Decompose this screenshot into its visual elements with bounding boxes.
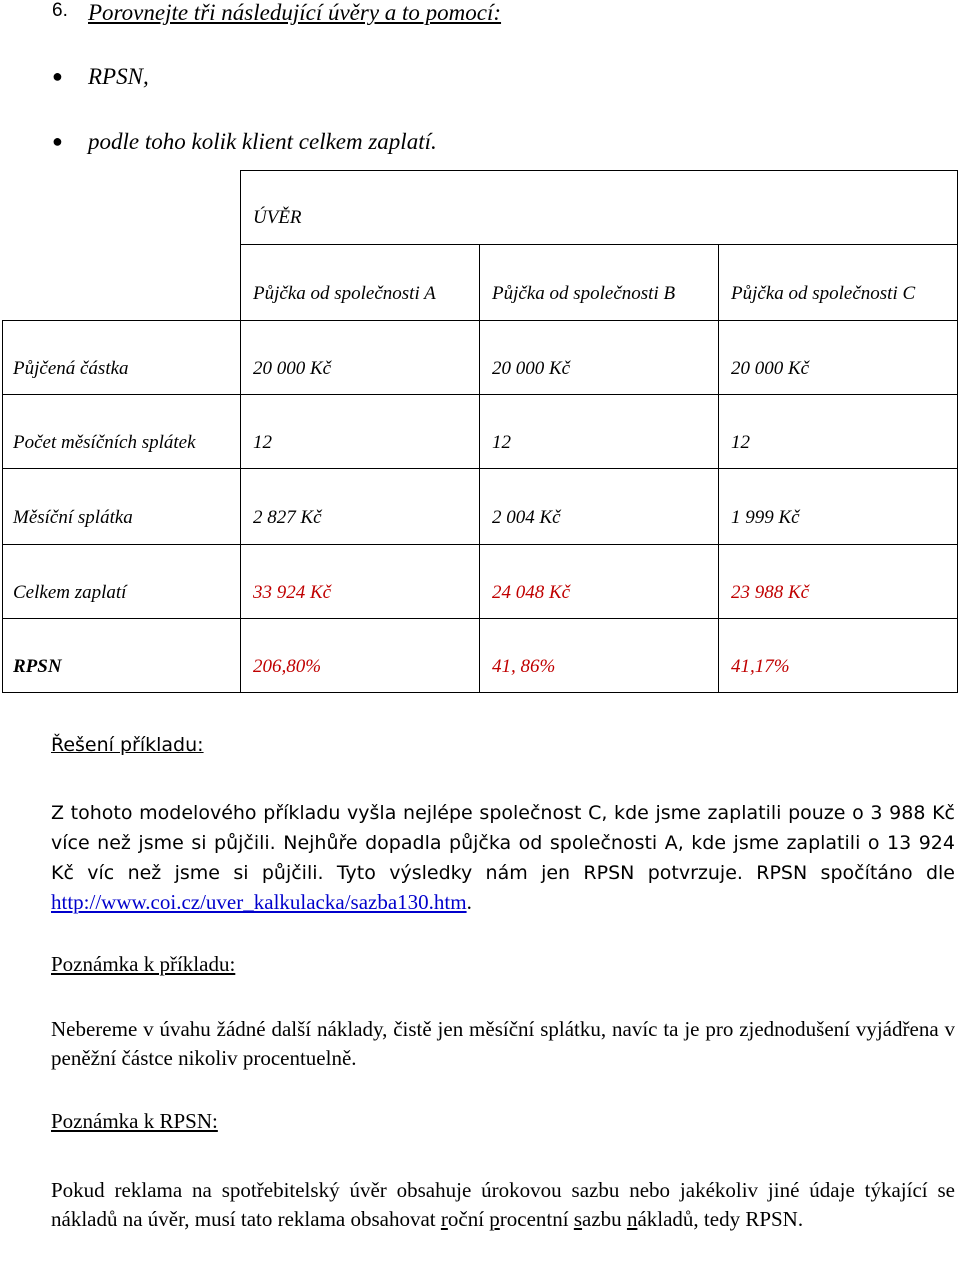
table-cell: 12 xyxy=(731,432,750,453)
note-rpsn-heading: Poznámka k RPSN: xyxy=(51,1109,218,1133)
table-cell: 24 048 Kč xyxy=(492,582,571,603)
row-label-rpsn: RPSN xyxy=(13,656,62,677)
table-cell: 33 924 Kč xyxy=(253,582,332,603)
table-cell: 41,17% xyxy=(731,656,790,677)
table-cell: 2 827 Kč xyxy=(253,507,322,528)
row-label-installments: Počet měsíčních splátek xyxy=(13,432,196,453)
loan-comparison-table xyxy=(2,170,958,692)
note-example-text: Nebereme v úvahu žádné další náklady, čistě jen měsíční splátku, navíc ta je pro zjednodušení vyjádřena v peněžní částce nikoliv procentuelně. xyxy=(51,1017,955,1070)
table-cell: 12 xyxy=(253,432,272,453)
bullet-icon: ● xyxy=(52,131,63,151)
column-header-c: Půjčka od společnosti C xyxy=(731,283,916,304)
note-rpsn-word: azbu xyxy=(582,1207,627,1231)
note-rpsn-word: ákladů, tedy RPSN. xyxy=(637,1207,804,1231)
acronym-letter: p xyxy=(489,1207,500,1231)
table-cell: 20 000 Kč xyxy=(253,358,332,379)
bullet-item-rpsn: RPSN, xyxy=(88,64,149,89)
column-header-b: Půjčka od společnosti B xyxy=(492,283,676,304)
row-label-monthly: Měsíční splátka xyxy=(13,507,133,528)
note-rpsn-word: rocentní xyxy=(499,1207,574,1231)
note-rpsn-text-body: Pokud reklama na spotřebitelský úvěr obsahuje úrokovou sazbu nebo jakékoliv jiné údaje týkající se nákladů na úvěr, musí tato reklama obsahovat xyxy=(51,1178,955,1231)
table-cell: 20 000 Kč xyxy=(492,358,571,379)
row-label-total: Celkem zaplatí xyxy=(13,582,127,603)
bullet-item-total: podle toho kolik klient celkem zaplatí. xyxy=(88,129,437,154)
table-cell: 12 xyxy=(492,432,511,453)
solution-heading: Řešení příkladu: xyxy=(51,734,204,756)
acronym-letter: n xyxy=(626,1207,638,1231)
column-header-a: Půjčka od společnosti A xyxy=(253,283,436,304)
table-title: ÚVĚR xyxy=(253,207,302,228)
question-number: 6. xyxy=(52,0,68,21)
table-cell: 2 004 Kč xyxy=(492,507,561,528)
solution-text-body: Z tohoto modelového příkladu vyšla nejlépe společnost C, kde jsme zaplatili pouze o 3 988 Kč více než jsme si půjčili. Nejhůře dopadla půjčka od společnosti A, kde jsme zaplatili o 13 924 Kč víc než jsme si půjčili. Tyto výsledky nám jen RPSN potvrzuje. RPSN spočítáno dle xyxy=(51,802,955,884)
table-cell: 20 000 Kč xyxy=(731,358,810,379)
question-text: Porovnejte tři následující úvěry a to pomocí: xyxy=(88,0,502,25)
table-cell: 23 988 Kč xyxy=(731,582,810,603)
note-example-heading: Poznámka k příkladu: xyxy=(51,952,236,976)
note-rpsn-word: oční xyxy=(447,1207,490,1231)
acronym-letter: s xyxy=(573,1207,583,1231)
row-label-borrowed: Půjčená částka xyxy=(13,358,129,379)
rpsn-calculator-link[interactable]: http://www.coi.cz/uver_kalkulacka/sazba130.htm xyxy=(51,890,467,914)
table-cell: 41, 86% xyxy=(492,656,556,677)
note-rpsn-text xyxy=(51,1176,955,1234)
acronym-letter: r xyxy=(440,1207,448,1231)
table-cell: 206,80% xyxy=(253,656,322,677)
table-cell: 1 999 Kč xyxy=(731,507,800,528)
solution-text-end: . xyxy=(466,890,472,914)
bullet-icon: ● xyxy=(52,66,63,86)
solution-text xyxy=(51,798,955,917)
